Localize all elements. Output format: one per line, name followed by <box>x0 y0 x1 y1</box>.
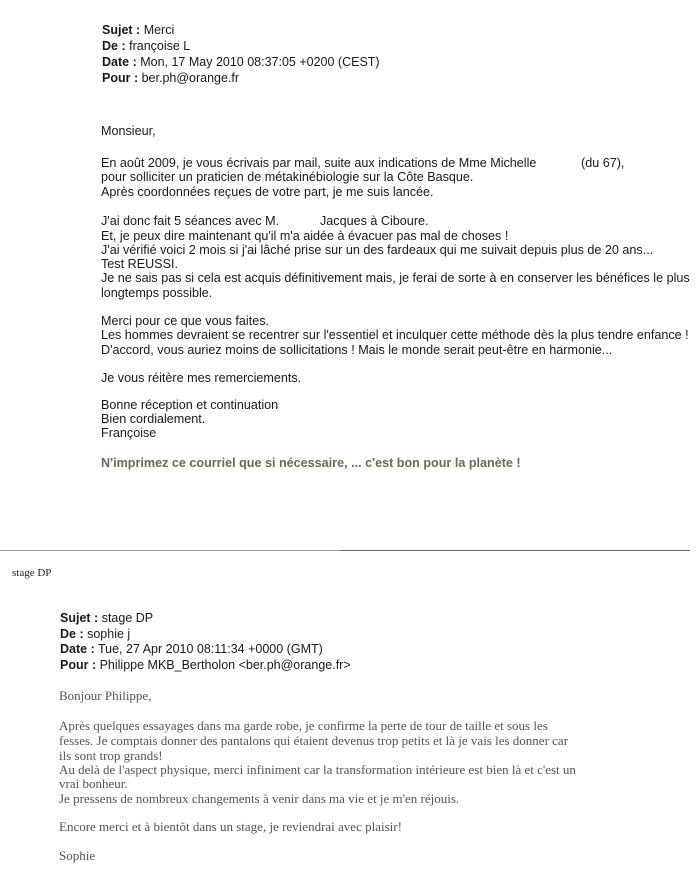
date-value: Mon, 17 May 2010 08:37:05 +0200 (CEST) <box>140 55 380 69</box>
subject-label: Sujet : <box>102 23 141 37</box>
to-value: Philippe MKB_Bertholon <ber.ph@orange.fr> <box>99 657 351 672</box>
body-line: Après coordonnées reçues de votre part, je me suis lancée. <box>101 185 434 199</box>
from-value: françoise L <box>129 39 191 53</box>
body-line: D'accord, vous auriez moins de sollicitations ! Mais le monde serait peut-être en harmonie... <box>101 343 613 357</box>
body-line: J'ai vérifié voici 2 mois si j'ai lâché prise sur un des fardeaux qui me suivait depuis plus de 20 ans... <box>101 243 654 257</box>
body-line: Merci pour ce que vous faites. <box>101 314 269 328</box>
from-value: sophie j <box>87 626 131 641</box>
body-line: Jacques à Ciboure. <box>320 214 429 228</box>
body-line: ils sont trop grands! <box>59 748 163 763</box>
body-line: Je vous réitère mes remerciements. <box>101 371 302 385</box>
subject-label: Sujet : <box>60 611 99 625</box>
body-line: J'ai donc fait 5 séances avec M. <box>101 214 280 228</box>
body-line: Je ne sais pas si cela est acquis définitivement mais, je ferai de sorte à en conserver les bénéfices le plus <box>101 271 690 285</box>
body-line: Bien cordialement. <box>101 412 206 426</box>
page-label: stage DP <box>12 567 52 579</box>
subject-value: stage DP <box>101 611 154 625</box>
body-line: Les hommes devraient se recentrer sur l'essentiel et inculquer cette méthode dès la plus tendre enfance ! <box>101 328 689 342</box>
body-line: Je pressens de nombreux changements à venir dans ma vie et je m'en réjouis. <box>59 791 460 806</box>
body-line: Françoise <box>101 426 157 440</box>
body-line: Au delà de l'aspect physique, merci infiniment car la transformation intérieure est bien là et c'est un <box>59 762 576 777</box>
email2-body <box>59 0 679 870</box>
from-label: De : <box>60 626 84 641</box>
body-line: longtemps possible. <box>101 286 213 300</box>
body-line: Encore merci et à bientôt dans un stage, je reviendrai avec plaisir! <box>59 819 402 834</box>
body-line: Bonne réception et continuation <box>101 398 279 412</box>
body-line: Sophie <box>59 848 96 863</box>
from-label: De : <box>102 39 126 53</box>
body-line: (du 67), <box>581 156 625 170</box>
body-line: Monsieur, <box>101 124 156 138</box>
date-label: Date : <box>60 642 95 656</box>
body-line: Et, je peux dire maintenant qu'il m'a aidée à évacuer pas mal de choses ! <box>101 229 509 243</box>
to-label: Pour : <box>102 71 139 85</box>
to-label: Pour : <box>60 657 97 672</box>
body-line: Bonjour Philippe, <box>59 688 152 703</box>
subject-value: Merci <box>143 23 175 37</box>
body-line: Test REUSSI. <box>101 257 178 271</box>
body-line: Après quelques essayages dans ma garde robe, je confirme la perte de tour de taille et sous les <box>59 718 548 733</box>
footer-note: N'imprimez ce courriel que si nécessaire, ... c'est bon pour la planète ! <box>101 456 521 470</box>
body-line: vrai bonheur. <box>59 776 128 791</box>
body-line: En août 2009, je vous écrivais par mail, suite aux indications de Mme Michelle <box>101 156 537 170</box>
body-line: fesses. Je comptais donner des pantalons qui étaient devenus trop petits et là je vais les donner car <box>59 733 569 748</box>
date-label: Date : <box>102 55 137 69</box>
body-line: pour solliciter un praticien de métakinébiologie sur la Côte Basque. <box>101 170 474 184</box>
to-value: ber.ph@orange.fr <box>141 71 240 85</box>
date-value: Tue, 27 Apr 2010 08:11:34 +0000 (GMT) <box>97 642 323 656</box>
